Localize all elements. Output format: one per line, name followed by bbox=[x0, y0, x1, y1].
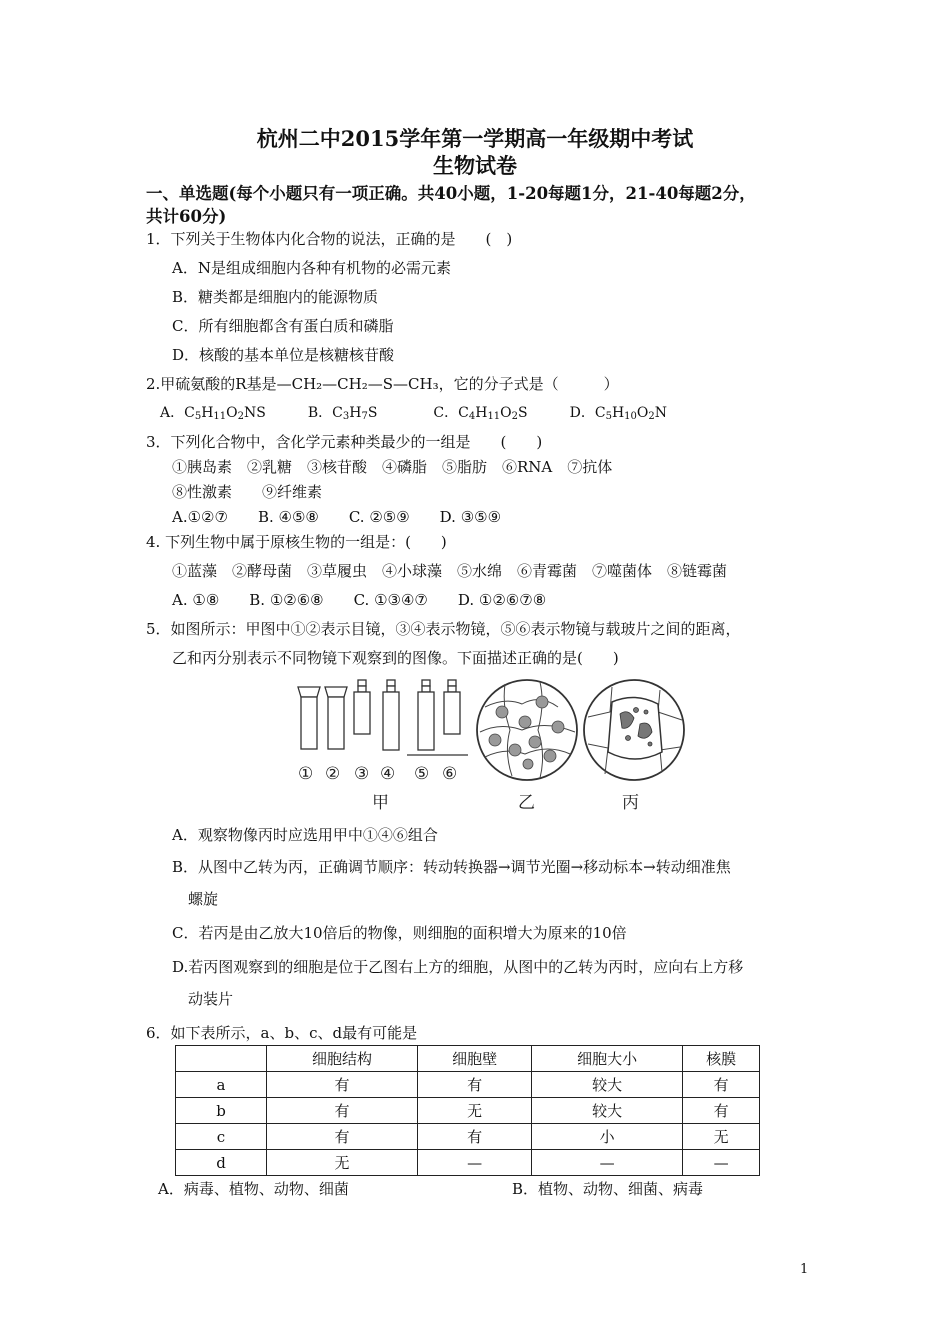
q5-option-d-line2: 动装片 bbox=[188, 990, 234, 1008]
table-cell: 较大 bbox=[532, 1072, 683, 1098]
table-header: 核膜 bbox=[683, 1046, 760, 1072]
q1-option-b: B．糖类都是细胞内的能源物质 bbox=[172, 288, 379, 306]
table-header bbox=[176, 1046, 267, 1072]
q6-table bbox=[175, 1045, 760, 1176]
q5-stem-line1: 5．如图所示：甲图中①②表示目镜，③④表示物镜，⑤⑥表示物镜与载玻片之间的距离， bbox=[146, 620, 741, 638]
q1-stem: 1．下列关于生物体内化合物的说法，正确的是 ( ) bbox=[146, 230, 513, 248]
q6-option-a: A．病毒、植物、动物、细菌 bbox=[158, 1180, 349, 1198]
table-cell: 有 bbox=[267, 1072, 418, 1098]
table-cell: b bbox=[176, 1098, 267, 1124]
q2-stem: 2.甲硫氨酸的R基是—CH₂—CH₂—S—CH₃，它的分子式是（ ） bbox=[146, 375, 619, 393]
q1-option-a: A．N是组成细胞内各种有机物的必需元素 bbox=[172, 259, 451, 277]
q5-option-b-line1: B．从图中乙转为丙，正确调节顺序：转动转换器→调节光圈→移动标本→转动细准焦 bbox=[172, 858, 731, 876]
objective-5 bbox=[418, 692, 434, 750]
page-subtitle: 生物试卷 bbox=[433, 153, 517, 178]
table-row bbox=[176, 1098, 760, 1124]
q5-option-a: A．观察物像丙时应选用甲中①④⑥组合 bbox=[172, 826, 438, 844]
q3-stem: 3．下列化合物中，含化学元素种类最少的一组是 ( ) bbox=[146, 433, 543, 451]
q6-option-b: B．植物、动物、细菌、病毒 bbox=[512, 1180, 704, 1198]
table-cell: 小 bbox=[532, 1124, 683, 1150]
q6-stem: 6．如下表所示，a、b、c、d最有可能是 bbox=[146, 1024, 418, 1042]
table-row bbox=[176, 1150, 760, 1176]
q4-items: ①蓝藻 ②酵母菌 ③草履虫 ④小球藻 ⑤水绵 ⑥青霉菌 ⑦噬菌体 ⑧链霉菌 bbox=[172, 562, 728, 580]
q3-options: A.①②⑦ B. ④⑤⑧ C. ②⑤⑨ D. ③⑤⑨ bbox=[172, 508, 502, 526]
table-cell: 较大 bbox=[532, 1098, 683, 1124]
label-yi: 乙 bbox=[518, 793, 535, 813]
table-cell: 有 bbox=[418, 1072, 532, 1098]
q1-option-d: D．核酸的基本单位是核糖核苷酸 bbox=[172, 346, 395, 364]
label-jia: 甲 bbox=[372, 793, 389, 813]
table-header: 细胞壁 bbox=[418, 1046, 532, 1072]
eyepiece-1-head bbox=[298, 687, 320, 697]
objective-3 bbox=[354, 692, 370, 734]
view-yi bbox=[477, 680, 577, 780]
q1-option-c: C．所有细胞都含有蛋白质和磷脂 bbox=[172, 317, 394, 335]
q2-options: A．$C_5H_{11}O_2NS$ B．$C_3H_7S$ C．$C_4H_{11}O_2S$ D．$C_5H_{10}O_2N$ bbox=[160, 405, 667, 422]
table-cell: 有 bbox=[267, 1124, 418, 1150]
label-3: ③ bbox=[354, 764, 370, 784]
q4-options: A. ①⑧ B. ①②⑥⑧ C. ①③④⑦ D. ①②⑥⑦⑧ bbox=[172, 591, 547, 609]
section-heading-line2: 共计60分) bbox=[146, 207, 227, 226]
q3-items-line2: ⑧性激素 ⑨纤维素 bbox=[172, 483, 323, 501]
table-header: 细胞大小 bbox=[532, 1046, 683, 1072]
label-6: ⑥ bbox=[442, 764, 458, 784]
eyepiece-1 bbox=[301, 697, 317, 749]
table-cell: 有 bbox=[683, 1072, 760, 1098]
page-number: 1 bbox=[800, 1262, 809, 1277]
q5-option-c: C．若丙是由乙放大10倍后的物像，则细胞的面积增大为原来的10倍 bbox=[172, 924, 627, 942]
table-cell: — bbox=[532, 1150, 683, 1176]
table-cell: — bbox=[683, 1150, 760, 1176]
q5-option-b-line2: 螺旋 bbox=[188, 890, 219, 908]
label-2: ② bbox=[325, 764, 341, 784]
table-cell: 无 bbox=[267, 1150, 418, 1176]
table-row bbox=[176, 1124, 760, 1150]
q5-option-d-line1: D.若丙图观察到的细胞是位于乙图右上方的细胞，从图中的乙转为丙时，应向右上方移 bbox=[172, 958, 744, 976]
objective-6 bbox=[444, 692, 460, 734]
q5-stem-line2: 乙和丙分别表示不同物镜下观察到的图像。下面描述正确的是( ) bbox=[172, 649, 619, 667]
table-cell: — bbox=[418, 1150, 532, 1176]
table-cell: a bbox=[176, 1072, 267, 1098]
label-5: ⑤ bbox=[414, 764, 430, 784]
table-header-row bbox=[176, 1046, 760, 1072]
objective-4 bbox=[383, 692, 399, 750]
table-cell: 无 bbox=[418, 1098, 532, 1124]
q4-stem: 4. 下列生物中属于原核生物的一组是：( ) bbox=[146, 533, 447, 551]
table-cell: 有 bbox=[683, 1098, 760, 1124]
table-header: 细胞结构 bbox=[267, 1046, 418, 1072]
table-cell: 有 bbox=[418, 1124, 532, 1150]
section-heading-line1: 一、单选题(每个小题只有一项正确。共40小题，1-20每题1分，21-40每题2分， bbox=[146, 184, 756, 203]
table-cell: c bbox=[176, 1124, 267, 1150]
q3-items-line1: ①胰岛素 ②乳糖 ③核苷酸 ④磷脂 ⑤脂肪 ⑥RNA ⑦抗体 bbox=[172, 458, 613, 476]
page-title: 杭州二中2015学年第一学期高一年级期中考试 bbox=[256, 126, 694, 151]
view-bing bbox=[584, 680, 684, 780]
microscope-figure bbox=[290, 672, 700, 817]
table-row bbox=[176, 1072, 760, 1098]
table-cell: 有 bbox=[267, 1098, 418, 1124]
label-1: ① bbox=[298, 764, 314, 784]
label-bing: 丙 bbox=[622, 793, 639, 813]
table-cell: d bbox=[176, 1150, 267, 1176]
eyepiece-2-head bbox=[325, 687, 347, 697]
table-cell: 无 bbox=[683, 1124, 760, 1150]
eyepiece-2 bbox=[328, 697, 344, 749]
label-4: ④ bbox=[380, 764, 396, 784]
